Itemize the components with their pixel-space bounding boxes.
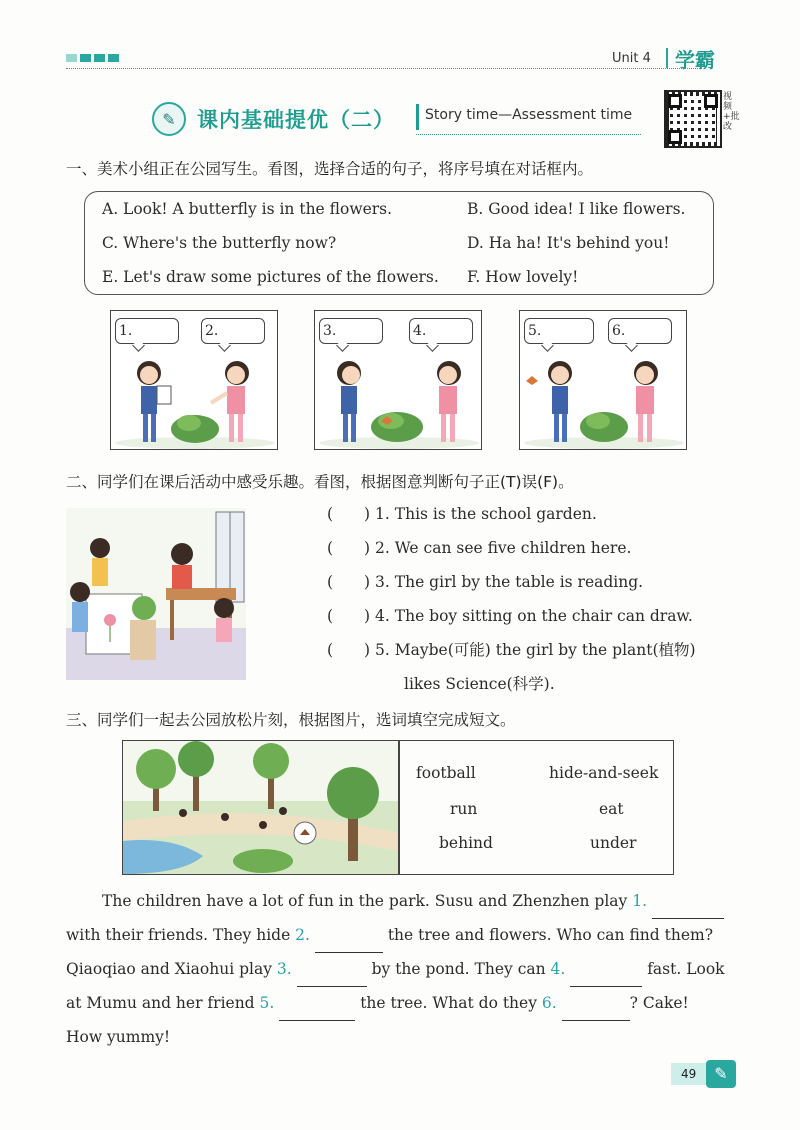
blank-number-5: 5. [259, 994, 275, 1012]
para-text: with their friends. They hide [66, 926, 296, 944]
answer-parens[interactable]: ( ) [327, 539, 371, 557]
statement-4[interactable] [327, 604, 693, 626]
statement-2[interactable] [327, 536, 631, 558]
option-d: D. Ha ha! It's behind you! [467, 234, 670, 252]
bubble-label-5: 5. [528, 323, 542, 339]
paragraph-line-2 [66, 918, 713, 953]
answer-blank-5[interactable] [279, 986, 355, 1021]
para-text: fast. Look [642, 960, 725, 978]
classroom-picture [66, 508, 246, 680]
qr-code[interactable] [664, 90, 722, 148]
answer-bubble-6[interactable] [608, 318, 672, 344]
pencil-icon: ✎ [706, 1060, 736, 1088]
para-text: by the pond. They can [366, 960, 551, 978]
word-football: football [416, 764, 476, 782]
qr-label: 视频+批改 [723, 92, 740, 132]
park-illustration [123, 741, 398, 874]
bubble-label-1: 1. [119, 323, 133, 339]
lesson-subtitle: Story time—Assessment time [425, 107, 633, 123]
header-rule [66, 68, 702, 69]
classroom-illustration [66, 508, 246, 680]
answer-bubble-3[interactable] [319, 318, 383, 344]
para-text: at Mumu and her friend [66, 994, 260, 1012]
para-text: the tree. What do they [355, 994, 542, 1012]
header-decoration [66, 54, 119, 62]
statement-text: 2. We can see five children here. [375, 539, 632, 557]
subtitle-rule [416, 134, 641, 135]
option-c: C. Where's the butterfly now? [102, 234, 337, 252]
answer-blank-3[interactable] [297, 952, 367, 987]
bubble-label-2: 2. [205, 323, 219, 339]
answer-parens[interactable]: ( ) [327, 505, 371, 523]
page-number: 49 [671, 1063, 716, 1085]
blank-number-1: 1. [632, 892, 648, 910]
blank-number-3: 3. [276, 960, 292, 978]
word-hide-and-seek: hide-and-seek [549, 764, 659, 782]
section3-heading: 三、同学们一起去公园放松片刻，根据图片，选词填空完成短文。 [66, 711, 516, 729]
para-text: Qiaoqiao and Xiaohui play [66, 960, 277, 978]
statement-text: 4. The boy sitting on the chair can draw. [375, 607, 693, 625]
answer-bubble-4[interactable] [409, 318, 473, 344]
statement-text: 5. Maybe(可能) the girl by the plant(植物) [375, 641, 696, 659]
section2-heading: 二、同学们在课后活动中感受乐趣。看图，根据图意判断句子正(T)误(F)。 [66, 473, 574, 491]
answer-bubble-5[interactable] [524, 318, 594, 344]
word-behind: behind [439, 834, 493, 852]
title-divider [416, 104, 419, 130]
option-f: F. How lovely! [467, 268, 579, 286]
answer-blank-2[interactable] [315, 918, 383, 953]
answer-parens[interactable]: ( ) [327, 573, 371, 591]
picture-panel-1 [110, 310, 278, 450]
bubble-label-6: 6. [612, 323, 626, 339]
para-text: The children have a lot of fun in the park. Susu and Zhenzhen play [102, 892, 633, 910]
bubble-label-3: 3. [323, 323, 337, 339]
answer-blank-4[interactable] [570, 952, 642, 987]
answer-bubble-1[interactable] [115, 318, 179, 344]
statement-text: 1. This is the school garden. [375, 505, 597, 523]
paragraph-line-1 [102, 884, 724, 919]
paragraph-line-4 [66, 986, 689, 1021]
word-bank-divider [398, 741, 400, 874]
blank-number-2: 2. [295, 926, 310, 944]
answer-parens[interactable]: ( ) [327, 607, 371, 625]
statement-5-continued: likes Science(科学). [404, 675, 555, 693]
answer-blank-6[interactable] [562, 986, 630, 1021]
statement-1[interactable] [327, 502, 597, 524]
picture-panel-3 [519, 310, 687, 450]
unit-label: Unit 4 [612, 51, 651, 66]
word-under: under [590, 834, 637, 852]
option-a: A. Look! A butterfly is in the flowers. [102, 200, 393, 218]
answer-bubble-2[interactable] [201, 318, 265, 344]
statement-5[interactable] [327, 638, 696, 660]
park-picture [123, 741, 398, 874]
section1-heading: 一、美术小组正在公园写生。看图，选择合适的句子，将序号填在对话框内。 [66, 160, 594, 178]
answer-parens[interactable]: ( ) [327, 641, 371, 659]
para-text: the tree and flowers. Who can find them? [382, 926, 714, 944]
unit-divider [666, 48, 668, 68]
statement-text: 3. The girl by the table is reading. [375, 573, 644, 591]
brand-logo: 学霸 [675, 48, 715, 72]
picture-panel-2 [314, 310, 482, 450]
pencil-note-icon: ✎ [152, 102, 186, 136]
word-eat: eat [599, 800, 624, 818]
blank-number-4: 4. [550, 960, 566, 978]
option-b: B. Good idea! I like flowers. [467, 200, 686, 218]
word-run: run [450, 800, 478, 818]
statement-3[interactable] [327, 570, 643, 592]
lesson-title: 课内基础提优（二） [197, 108, 395, 132]
bubble-label-4: 4. [413, 323, 427, 339]
answer-blank-1[interactable] [652, 884, 724, 919]
paragraph-line-3 [66, 952, 725, 987]
paragraph-line-5: How yummy! [66, 1028, 171, 1046]
option-e: E. Let's draw some pictures of the flowers. [102, 268, 439, 286]
para-text: ? Cake! [629, 994, 689, 1012]
blank-number-6: 6. [541, 994, 557, 1012]
